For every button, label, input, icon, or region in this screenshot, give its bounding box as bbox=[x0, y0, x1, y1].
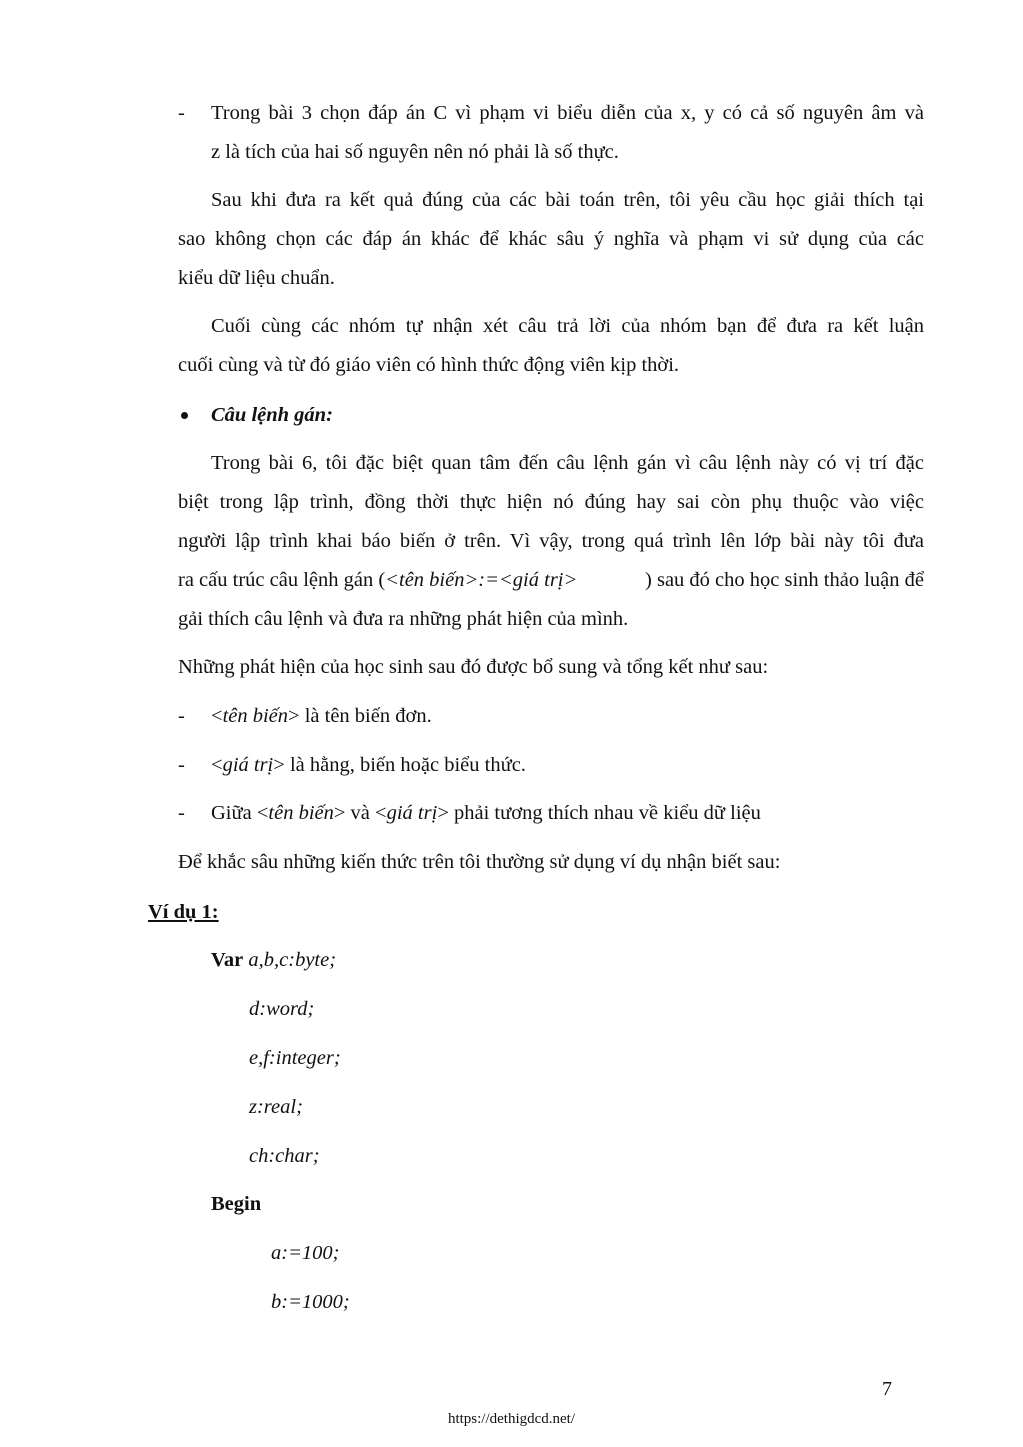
page-number: 7 bbox=[882, 1378, 892, 1400]
paragraph-line: Để khắc sâu những kiến thức trên tôi thường sử dụng ví dụ nhận biết sau: bbox=[178, 851, 781, 873]
list-item bbox=[211, 706, 432, 727]
code-line: b:=1000; bbox=[271, 1291, 350, 1313]
code-line: ch:char; bbox=[249, 1145, 320, 1167]
text-run: > là hằng, biến hoặc biểu thức. bbox=[273, 754, 526, 776]
text-run: ra cấu trúc câu lệnh gán ( bbox=[178, 569, 386, 591]
footer-url[interactable]: https://dethigdcd.net/ bbox=[447, 1411, 576, 1427]
code-line: d:word; bbox=[249, 998, 315, 1020]
text-run: giá trị bbox=[386, 802, 438, 824]
paragraph-line: z là tích của hai số nguyên nên nó phải là số thực. bbox=[211, 141, 619, 163]
paragraph-line: gải thích câu lệnh và đưa ra những phát hiện của mình. bbox=[178, 608, 629, 630]
paragraph-line: kiểu dữ liệu chuẩn. bbox=[178, 267, 335, 289]
paragraph-line: Trong bài 3 chọn đáp án C vì phạm vi biểu diễn của x, y có cả số nguyên âm và bbox=[211, 102, 924, 124]
list-dash: - bbox=[178, 754, 185, 776]
paragraph-line: người lập trình khai báo biến ở trên. Vì vậy, trong quá trình lên lớp bài này tôi đưa bbox=[178, 530, 924, 552]
code-line: z:real; bbox=[249, 1096, 303, 1118]
paragraph-line: Trong bài 6, tôi đặc biệt quan tâm đến câu lệnh gán vì câu lệnh này có vị trí đặc bbox=[211, 452, 924, 474]
paragraph-line: Những phát hiện của học sinh sau đó được bổ sung và tổng kết như sau: bbox=[178, 656, 769, 678]
paragraph-line bbox=[178, 570, 924, 591]
syntax-text: <tên biến>:=<giá trị> bbox=[385, 569, 578, 591]
list-dash: - bbox=[178, 705, 185, 727]
paragraph-line: sao không chọn các đáp án khác để khác sâu ý nghĩa và phạm vi sử dụng của các bbox=[178, 228, 924, 250]
list-item bbox=[211, 803, 761, 824]
paragraph-line: Sau khi đưa ra kết quả đúng của các bài toán trên, tôi yêu cầu học giải thích tại bbox=[211, 189, 924, 211]
text-run: < bbox=[211, 754, 223, 776]
text-run: ) sau đó cho học sinh thảo luận để bbox=[645, 569, 924, 591]
text-run: < bbox=[211, 705, 223, 727]
paragraph-line: cuối cùng và từ đó giáo viên có hình thức động viên kịp thời. bbox=[178, 354, 680, 376]
example-heading: Ví dụ 1: bbox=[148, 901, 219, 923]
text-run: Giữa < bbox=[211, 802, 269, 824]
text-run: > là tên biến đơn. bbox=[288, 705, 432, 727]
code-line bbox=[211, 950, 336, 971]
code-line: e,f:integer; bbox=[249, 1047, 341, 1069]
text-run: > phải tương thích nhau về kiểu dữ liệu bbox=[437, 802, 761, 824]
text-run: > và < bbox=[333, 802, 387, 824]
list-dash: - bbox=[178, 102, 185, 124]
section-heading: Câu lệnh gán: bbox=[211, 404, 333, 426]
keyword-begin: Begin bbox=[211, 1193, 262, 1215]
keyword-var: Var bbox=[211, 949, 244, 971]
list-item bbox=[211, 755, 526, 776]
list-dash: - bbox=[178, 802, 185, 824]
paragraph-line: biệt trong lập trình, đồng thời thực hiện nó đúng hay sai còn phụ thuộc vào việc bbox=[178, 491, 924, 513]
text-run: tên biến bbox=[268, 802, 334, 824]
text-run: tên biến bbox=[222, 705, 289, 727]
code-text: a,b,c:byte; bbox=[248, 949, 337, 971]
code-line: a:=100; bbox=[271, 1242, 340, 1264]
bullet-icon bbox=[181, 412, 188, 419]
paragraph-line: Cuối cùng các nhóm tự nhận xét câu trả lời của nhóm bạn để đưa ra kết luận bbox=[211, 315, 924, 337]
text-run: giá trị bbox=[222, 754, 274, 776]
